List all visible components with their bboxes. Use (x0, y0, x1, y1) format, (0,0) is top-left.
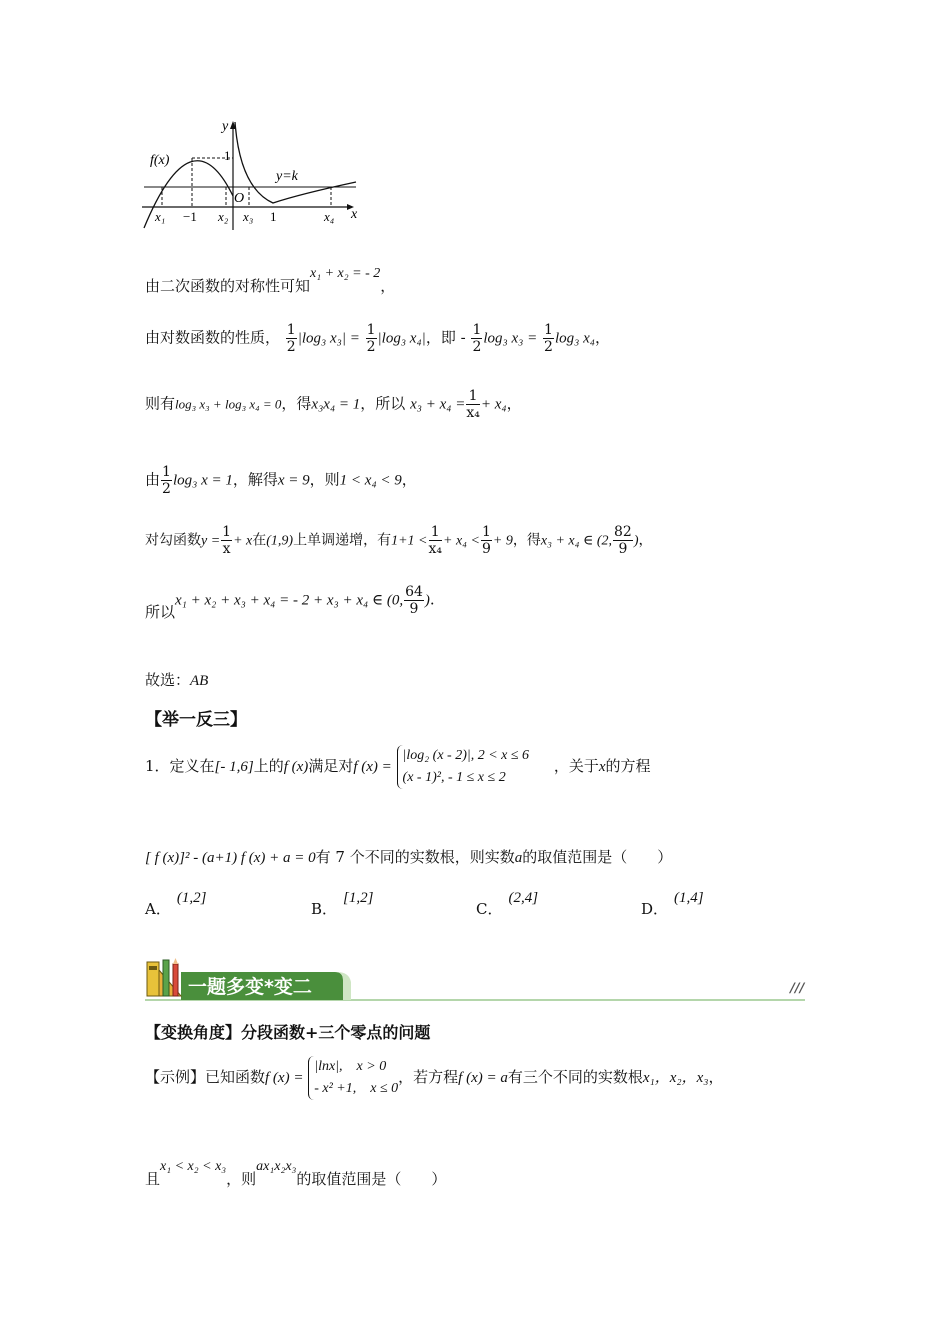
solution-line-4 (145, 464, 417, 497)
line5-frac-3: $\frac{1}{9}$ (482, 524, 491, 557)
q1-text-7: 的取值范围是（ ） (522, 848, 673, 866)
q1-equation: [ f (x)]² - (a+1) f (x) + a = 0 (145, 850, 316, 866)
example-piece-1: |lnx|, x > 0 (314, 1059, 387, 1074)
line2-math-1: |log₃ x₃| = (297, 330, 360, 347)
solution-line-7 (145, 669, 208, 690)
line2-frac-2: $\frac{1}{2}$ (366, 322, 376, 355)
q1-a: a (514, 850, 523, 866)
solution-line-3 (145, 388, 522, 421)
example-fdef: f (x) = (265, 1070, 304, 1086)
question-1-line-1 (145, 745, 651, 789)
line5-math-3a: 1+1 < (391, 533, 428, 549)
line6-frac: $\frac{64}{9}$ (405, 584, 423, 617)
section-heading-practice: 【举一反三】 (145, 710, 247, 730)
option-b[interactable] (311, 890, 374, 919)
x4-label: x₄ (324, 209, 335, 224)
line5-end: ， (638, 532, 653, 549)
line6-math-2: ) (424, 592, 430, 609)
q1-piece-2: (x - 1)², - 1 ≤ x ≤ 2 (402, 770, 506, 785)
solution-line-5 (145, 524, 653, 557)
example2-text-2: ，则 (226, 1170, 257, 1188)
line3-math-3a: x₃ + x₄ = (410, 396, 466, 413)
option-a-label: A． (145, 900, 171, 918)
line4-math-1: log₃ x = 1 (172, 472, 233, 489)
option-a-value: (1,2] (176, 890, 207, 906)
line6-text-1: 所以 (145, 602, 176, 621)
q1-fdef: f (x) = (353, 759, 392, 775)
line4-text-2: ，解得 (232, 470, 278, 489)
q1-text-5: 的方程 (605, 757, 651, 775)
q1-text-2: 上的 (253, 757, 284, 775)
line3-text-2: ，得 (281, 394, 312, 413)
banner-slashes: /// (790, 981, 805, 996)
line4-frac: $\frac{1}{2}$ (162, 464, 171, 497)
line4-text-1: 由 (145, 470, 161, 489)
line3-math-1: log₃ x₃ + log₃ x₄ = 0 (175, 396, 282, 412)
line5-text-3: 上单调递增，有 (293, 532, 392, 549)
example-label: 【示例】已知函数 (145, 1068, 266, 1086)
option-c-value: (2,4] (508, 890, 539, 906)
example-end: ， (708, 1068, 724, 1086)
line5-text-1: 对勾函数 (145, 532, 201, 549)
q1-fx: f (x) (283, 759, 309, 775)
question-1-line-2 (145, 846, 672, 867)
solution-line-6 (145, 584, 435, 621)
q1-text-4: ，关于 (553, 757, 599, 775)
neg1-label: −1 (183, 209, 197, 224)
line3-math-2: x₃x₄ = 1 (311, 396, 361, 413)
line5-math-4b: ) (633, 533, 639, 549)
option-d[interactable] (641, 890, 704, 919)
line5-frac-1: $\frac{1}{x}$ (222, 524, 232, 557)
banner-title: 一题多变*变二 (188, 976, 312, 998)
x1-label: x₁ (155, 209, 166, 224)
line5-text-4: ，得 (512, 532, 541, 549)
example-piece-2: - x² +1, x ≤ 0 (314, 1081, 399, 1096)
line3-frac: $\frac{1}{\text{x₄}}$ (466, 388, 480, 421)
example-piecewise (308, 1056, 398, 1100)
example2-text-3: 的取值范围是（ ） (296, 1170, 447, 1188)
line5-math-1b: + x (233, 533, 253, 549)
line2-math-3: log₃ x₃ = (483, 330, 538, 347)
line4-math-3: 1 < x₄ < 9 (339, 472, 402, 489)
line4-text-3: ，则 (309, 470, 340, 489)
line2-math-4: log₃ x₄ (554, 330, 595, 347)
q1-x: x (598, 759, 606, 775)
solution-line-1 (145, 266, 396, 296)
line4-math-2: x = 9 (277, 472, 310, 489)
example-equation: f (x) = a (458, 1070, 508, 1086)
q1-number: 1．定义在 (145, 757, 215, 775)
example-roots: x₁，x₂，x₃ (642, 1070, 709, 1086)
section-heading-variation: 【变换角度】分段函数+三个零点的问题 (145, 1023, 431, 1042)
line5-math-3c: + 9 (492, 533, 513, 549)
y-one-label: 1 (224, 148, 231, 163)
line1-end: ， (380, 277, 396, 295)
x3-label: x₃ (243, 209, 254, 224)
line2-text: 由对数函数的性质， (145, 328, 281, 347)
y-axis-label: y (222, 119, 229, 134)
line7-math: AB (190, 673, 209, 689)
log-curve (235, 122, 356, 203)
line2-mid: ，即 - (425, 328, 466, 347)
function-graph (140, 118, 365, 233)
yk-label: y=k (276, 169, 298, 184)
line3-math-3b: + x₄ (480, 396, 507, 413)
line1-math: x₁ + x₂ = - 2 (310, 266, 381, 281)
solution-line-2 (145, 322, 610, 355)
example-text-3: 有三个不同的实数根 (507, 1068, 643, 1086)
ruler-book-icon (147, 958, 181, 996)
option-b-value: [1,2] (343, 890, 374, 906)
example-line-1 (145, 1056, 724, 1100)
line5-text-2: 在 (252, 532, 267, 549)
q1-text-3: 满足对 (308, 757, 354, 775)
line4-end: ， (401, 470, 417, 489)
x-axis-label: x (351, 207, 358, 222)
q1-interval: [- 1,6] (214, 759, 254, 775)
line3-text-3: ，所以 (360, 394, 406, 413)
option-c[interactable] (476, 890, 539, 919)
line5-frac-4: $\frac{82}{9}$ (614, 524, 632, 557)
line2-end: ， (594, 328, 610, 347)
option-d-value: (1,4] (674, 890, 704, 906)
origin-label: O (234, 191, 245, 206)
q1-text-6: 有 7 个不同的实数根，则实数 (315, 848, 515, 866)
option-c-label: C． (476, 900, 503, 918)
option-b-label: B． (311, 900, 338, 918)
q1-piece-1: |log₂ (x - 2)|, 2 < x ≤ 6 (402, 748, 530, 763)
x-one-label: 1 (270, 209, 277, 224)
example-line-2 (145, 1159, 447, 1189)
line6-end: . (429, 590, 435, 609)
line1-text: 由二次函数的对称性可知 (145, 277, 311, 295)
example2-math-2: ax₁x₂x₃ (256, 1159, 297, 1174)
line5-math-4a: x₃ + x₄ ∈ (2, (540, 533, 613, 549)
line3-end: ， (506, 394, 522, 413)
line5-math-2: (1,9) (266, 533, 294, 549)
example2-math-1: x₁ < x₂ < x₃ (160, 1159, 227, 1174)
line5-math-1a: y = (201, 533, 221, 549)
line2-math-2: |log₃ x₄| (377, 330, 426, 347)
line3-text-1: 则有 (145, 394, 176, 413)
line7-text: 故选： (145, 671, 191, 689)
fx-label: f(x) (150, 153, 170, 168)
x2-label: x₂ (218, 209, 229, 224)
q1-piecewise (397, 745, 530, 789)
line2-frac-1: $\frac{1}{2}$ (286, 322, 296, 355)
option-a[interactable] (145, 890, 207, 919)
line2-frac-4: $\frac{1}{2}$ (544, 322, 553, 355)
example2-text-1: 且 (145, 1170, 161, 1188)
line5-frac-2: $\frac{1}{\text{x₄}}$ (428, 524, 443, 557)
line5-math-3b: + x₄ < (443, 533, 480, 549)
option-d-label: D． (641, 900, 669, 918)
line6-math-1: x₁ + x₂ + x₃ + x₄ = - 2 + x₃ + x₄ ∈ (0, (175, 592, 404, 609)
example-text-2: ，若方程 (398, 1068, 459, 1086)
line2-frac-3: $\frac{1}{2}$ (472, 322, 482, 355)
